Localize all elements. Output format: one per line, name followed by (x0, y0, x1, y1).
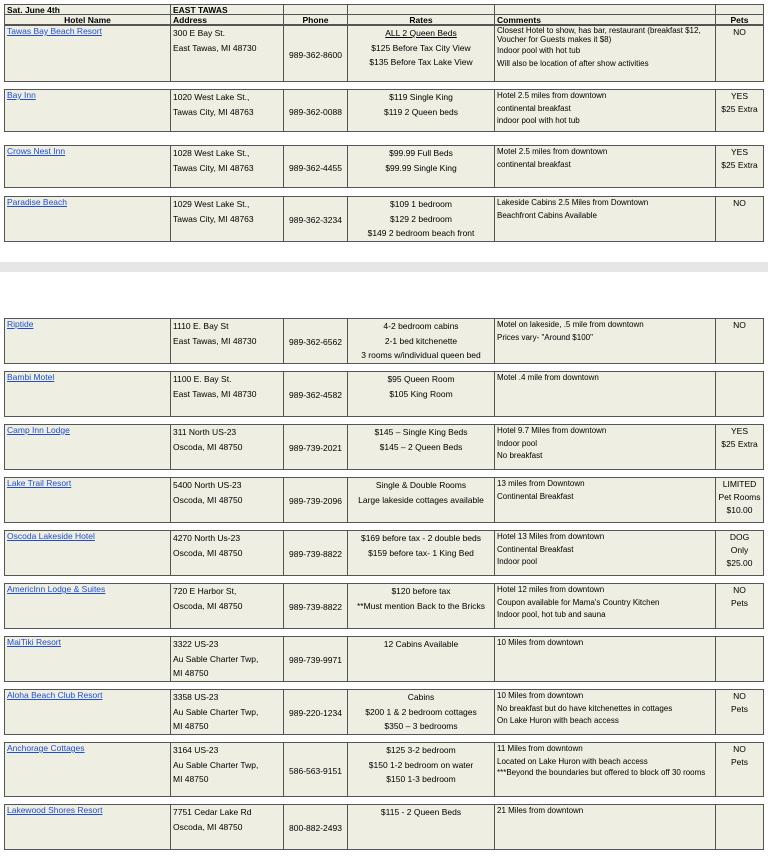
hotel-address-cell (170, 145, 284, 188)
hotel-comments-line: 11 Miles from downtown (497, 744, 583, 753)
hotel-phone-cell (283, 89, 348, 132)
hotel-row (5, 805, 764, 850)
hotel-pets-line: $25 Extra (721, 439, 758, 449)
hotel-pets-line: $25 Extra (721, 104, 758, 114)
hotel-comments-line: On Lake Huron with beach access (497, 716, 619, 725)
hotel-row (5, 637, 764, 682)
hotel-pets-line: NO (733, 691, 746, 701)
hotel-name-cell (4, 196, 171, 242)
hotel-address-line: Tawas City, MI 48763 (173, 106, 254, 117)
hotel-rates-cell (347, 477, 495, 523)
hotel-name-cell (4, 145, 171, 188)
hotel-name-cell (4, 804, 171, 850)
hotel-address-line: Oscoda, MI 48750 (173, 494, 243, 505)
hotel-address-cell (170, 424, 284, 470)
hotel-address-cell (170, 583, 284, 629)
hotel-comments-line: Indoor pool, hot tub and sauna (497, 610, 606, 619)
hotel-comments-line: Indoor pool (497, 438, 538, 448)
hotel-phone: 989-362-4582 (289, 390, 342, 400)
hotel-pets-cell (715, 196, 764, 242)
hotel-phone-cell (283, 371, 348, 417)
hotel-rates-line: $125 3-2 bedroom (386, 745, 456, 755)
hotel-row (5, 425, 764, 470)
hotel-rates-line: Single & Double Rooms (375, 480, 467, 490)
hotel-address-line: 3164 US-23 (173, 745, 219, 755)
hotel-comments-line: indoor pool with hot tub (497, 116, 580, 125)
hotel-name-cell (4, 689, 171, 735)
hotel-comments-line: Lakeside Cabins 2.5 Miles from Downtown (497, 198, 649, 207)
hotel-address-line: Au Sable Charter Twp, (173, 653, 259, 664)
hotel-address-line: Au Sable Charter Twp, (173, 759, 259, 770)
col-pets: Pets (715, 14, 764, 25)
hotel-pets-line: Pets (730, 598, 748, 608)
hotel-rates-cell (347, 89, 495, 132)
hotel-rates-line: $129 2 bedroom (390, 213, 452, 224)
col-hotel-name: Hotel Name (4, 14, 171, 25)
hotel-pets-line: NO (733, 198, 746, 208)
hotel-rates-line: $120 before tax (391, 586, 451, 596)
hotel-pets-cell (715, 25, 764, 82)
hotel-rates-line: 12 Cabins Available (383, 639, 459, 649)
hotel-pets-cell (715, 145, 764, 188)
hotel-rates-line: $159 before tax- 1 King Bed (368, 547, 474, 558)
hotel-name-link[interactable]: Riptide (7, 319, 34, 329)
hotel-pets-line: Pet Rooms (718, 492, 761, 502)
hotel-rates-cell (347, 804, 495, 850)
hotel-name-cell (4, 371, 171, 417)
hotel-rates-line: $169 before tax - 2 double beds (360, 533, 482, 543)
hotel-comments-line: Located on Lake Huron with beach access (497, 756, 648, 766)
hotel-rates-line: $119 Single King (389, 92, 453, 102)
hotel-comments-cell (494, 689, 716, 735)
hotel-phone: 989-739-2096 (289, 496, 342, 506)
hotel-phone-cell (283, 583, 348, 629)
page-break (0, 258, 768, 300)
hotel-phone-cell (283, 477, 348, 523)
hotel-pets-line: NO (733, 27, 746, 37)
hotel-comments-cell (494, 530, 716, 576)
hotel-address-line: Oscoda, MI 48750 (173, 600, 243, 611)
hotel-address-line: 1100 E. Bay St. (173, 374, 232, 384)
hotel-name-cell (4, 742, 171, 797)
hotel-rates-cell (347, 25, 495, 82)
hotel-address-line: 1020 West Lake St., (173, 92, 250, 102)
col-phone: Phone (283, 14, 348, 25)
hotel-phone-cell (283, 636, 348, 682)
hotel-address-line: 3358 US-23 (173, 692, 219, 702)
hotel-address-line: Au Sable Charter Twp, (173, 706, 259, 717)
hotel-comments-cell (494, 804, 716, 850)
hotel-phone-cell (283, 145, 348, 188)
hotel-comments-cell (494, 477, 716, 523)
hotel-rates-cell (347, 145, 495, 188)
hotel-pets-line: Only (730, 545, 749, 555)
hotel-phone-cell (283, 530, 348, 576)
hotel-address-cell (170, 196, 284, 242)
hotel-comments-cell (494, 424, 716, 470)
hotel-phone-cell (283, 196, 348, 242)
hotel-pets-cell (715, 583, 764, 629)
hotel-phone-cell (283, 25, 348, 82)
hotel-comments-cell (494, 145, 716, 188)
hotel-rates-line: $149 2 bedroom beach front (367, 228, 475, 238)
hotel-rates-line: $125 Before Tax City View (371, 42, 471, 53)
hotel-name-link[interactable]: AmericInn Lodge & Suites (7, 584, 106, 594)
hotel-phone: 989-739-2021 (289, 443, 342, 453)
hotel-comments-line: Hotel 2.5 miles from downtown (497, 91, 607, 100)
hotel-row (5, 531, 764, 576)
hotel-rates-line: $109 1 bedroom (390, 199, 452, 209)
hotel-address-cell (170, 25, 284, 82)
hotel-comments-line: Coupon available for Mama's Country Kitchen (497, 597, 660, 607)
hotel-rates-cell (347, 583, 495, 629)
hotel-rates-cell (347, 371, 495, 417)
hotel-row (5, 26, 764, 82)
hotel-comments-cell (494, 89, 716, 132)
hotel-rates-line: $145 – Single King Beds (374, 427, 468, 437)
hotel-name-cell (4, 89, 171, 132)
hotel-name-link[interactable]: Lakewood Shores Resort (7, 805, 103, 815)
area-label: EAST TAWAS (170, 4, 284, 15)
hotel-name-cell (4, 318, 171, 364)
hotel-name-link[interactable]: Bambi Motel (7, 372, 55, 382)
hotel-address-line: 1110 E. Bay St (173, 321, 229, 331)
hotel-name-link[interactable]: Aloha Beach Club Resort (7, 690, 103, 700)
hotel-name-link[interactable]: Oscoda Lakeside Hotel (7, 531, 95, 541)
hotel-rates-line: $200 1 & 2 bedroom cottages (365, 706, 477, 717)
hotel-comments-line: 10 Miles from downtown (497, 691, 584, 700)
hotel-pets-line: LIMITED (722, 479, 757, 489)
hotel-name-link[interactable]: Lake Trail Resort (7, 478, 72, 488)
hotel-rates-cell (347, 196, 495, 242)
hotel-rates-cell (347, 636, 495, 682)
hotel-address-cell (170, 689, 284, 735)
hotel-rates-line: $350 – 3 bedrooms (384, 721, 458, 731)
hotel-comments-cell (494, 636, 716, 682)
hotel-name-link[interactable]: Bay Inn (7, 90, 36, 100)
hotel-phone-cell (283, 742, 348, 797)
hotel-comments-line: Closest Hotel to show, has bar, restaurant (breakfast $12, Voucher for Guests makes it $8) (497, 26, 701, 44)
hotel-address-line: Oscoda, MI 48750 (173, 547, 243, 558)
hotel-phone: 586-563-9151 (289, 765, 342, 776)
hotel-phone: 989-739-8822 (289, 549, 342, 559)
hotel-row (5, 319, 764, 364)
hotel-row (5, 584, 764, 629)
hotel-phone-cell (283, 318, 348, 364)
hotel-phone: 989-220-1234 (289, 708, 342, 718)
hotel-comments-line: Continental Breakfast (497, 544, 574, 554)
hotel-pets-cell (715, 424, 764, 470)
hotel-rates-cell (347, 530, 495, 576)
hotel-name-cell (4, 636, 171, 682)
hotel-pets-line: $25.00 (726, 558, 753, 568)
hotel-address-line: Tawas City, MI 48763 (173, 213, 254, 224)
hotel-row (5, 743, 764, 797)
hotel-address-line: MI 48750 (173, 721, 209, 731)
hotel-address-line: 311 North US-23 (173, 427, 237, 437)
hotel-phone: 989-739-9971 (289, 655, 342, 665)
hotel-rates-line: $95 Queen Room (387, 374, 455, 384)
hotel-phone: 989-362-3234 (289, 215, 342, 225)
hotel-address-line: 3322 US-23 (173, 639, 219, 649)
hotel-address-line: 300 E Bay St. (173, 28, 225, 38)
hotel-row (5, 478, 764, 523)
hotel-address-line: MI 48750 (173, 668, 209, 678)
hotel-phone: 989-739-8822 (289, 602, 342, 612)
hotel-name-cell (4, 477, 171, 523)
hotel-comments-cell (494, 318, 716, 364)
hotel-phone: 800-882-2493 (289, 823, 342, 833)
hotel-address-line: Oscoda, MI 48750 (173, 821, 243, 832)
hotel-rates-line: Large lakeside cottages available (358, 494, 484, 505)
hotel-comments-cell (494, 25, 716, 82)
hotel-comments-cell (494, 583, 716, 629)
hotel-pets-line: YES (730, 147, 748, 157)
hotel-pets-line: $25 Extra (721, 160, 758, 170)
hotel-address-line: East Tawas, MI 48730 (173, 335, 257, 346)
hotel-name-cell (4, 424, 171, 470)
hotel-address-line: MI 48750 (173, 774, 209, 784)
hotel-comments-line: continental breakfast (497, 103, 571, 113)
hotel-name-link[interactable]: MaiTiki Resort (7, 637, 61, 647)
hotel-rates-cell (347, 742, 495, 797)
hotel-address-line: 1028 West Lake St., (173, 148, 250, 158)
hotel-pets-cell (715, 371, 764, 417)
hotel-phone: 989-362-6562 (289, 337, 342, 347)
hotel-rates-line: $105 King Room (389, 388, 453, 399)
hotel-row (5, 146, 764, 188)
hotel-pets-cell (715, 318, 764, 364)
hotel-row (5, 197, 764, 242)
hotel-address-cell (170, 477, 284, 523)
hotel-comments-line: Motel 2.5 miles from downtown (497, 147, 608, 156)
hotel-address-line: East Tawas, MI 48730 (173, 388, 257, 399)
hotel-pets-cell (715, 477, 764, 523)
hotel-rates-line: 4-2 bedroom cabins (383, 321, 459, 331)
hotel-comments-line: Hotel 12 miles from downtown (497, 585, 605, 594)
hotel-rates-line: $99.99 Single King (385, 162, 457, 173)
hotel-comments-line: Indoor pool with hot tub (497, 46, 581, 55)
hotel-pets-line: NO (733, 744, 746, 754)
hotel-rates-cell (347, 318, 495, 364)
hotel-address-line: East Tawas, MI 48730 (173, 42, 257, 53)
hotel-comments-line: 13 miles from Downtown (497, 479, 585, 488)
hotel-comments-cell (494, 742, 716, 797)
hotel-rates-line: ALL 2 Queen Beds (385, 28, 457, 38)
col-comments: Comments (494, 14, 716, 25)
hotel-rates-line: 3 rooms w/individual queen bed (361, 350, 481, 360)
hotel-rates-line: Cabins (407, 692, 435, 702)
hotel-address-line: Tawas City, MI 48763 (173, 162, 254, 173)
hotel-rates-line: $115 - 2 Queen Beds (380, 807, 462, 817)
hotel-pets-line: YES (730, 426, 748, 436)
hotel-pets-line: $10.00 (726, 505, 753, 515)
hotel-rates-cell (347, 424, 495, 470)
hotel-rates-line: $119 2 Queen beds (383, 106, 459, 117)
hotel-address-cell (170, 89, 284, 132)
hotel-rates-cell (347, 689, 495, 735)
hotel-pets-cell (715, 689, 764, 735)
hotel-row (5, 90, 764, 132)
hotel-pets-cell (715, 89, 764, 132)
hotel-phone: 989-362-8600 (289, 49, 342, 60)
hotel-name-link[interactable]: Camp Inn Lodge (7, 425, 70, 435)
hotel-address-line: 5400 North US-23 (173, 480, 242, 490)
hotel-comments-line: Hotel 13 Miles from downtown (497, 532, 605, 541)
hotel-comments-line: Hotel 9.7 Miles from downtown (497, 426, 607, 435)
hotel-name-cell (4, 530, 171, 576)
hotel-pets-cell (715, 636, 764, 682)
hotel-rates-line: $150 1-2 bedroom on water (368, 759, 474, 770)
hotel-address-line: 4270 North Us-23 (173, 533, 241, 543)
hotel-comments-line: Continental Breakfast (497, 491, 574, 501)
hotel-rates-line: $145 – 2 Queen Beds (379, 441, 463, 452)
hotel-rates-line: $135 Before Tax Lake View (369, 57, 473, 67)
hotel-address-cell (170, 371, 284, 417)
hotel-name-cell (4, 25, 171, 82)
hotel-comments-line: Beachfront Cabins Available (497, 210, 597, 220)
hotel-address-cell (170, 318, 284, 364)
hotel-pets-cell (715, 530, 764, 576)
hotel-name-link[interactable]: Tawas Bay Beach Resort (7, 26, 102, 36)
hotel-comments-line: No breakfast but do have kitchenettes in cottages (497, 703, 673, 713)
hotel-pets-line: Pets (730, 704, 748, 714)
hotel-pets-line: NO (733, 320, 746, 330)
hotel-address-cell (170, 530, 284, 576)
hotel-comments-line: Will also be location of after show activities (497, 58, 649, 68)
hotel-address-line: Oscoda, MI 48750 (173, 441, 243, 452)
hotel-pets-line: DOG (729, 532, 750, 542)
hotel-address-cell (170, 636, 284, 682)
table-header (5, 5, 764, 25)
hotel-pets-cell (715, 804, 764, 850)
hotel-name-link[interactable]: Crows Nest Inn (7, 146, 66, 156)
hotel-address-line: 720 E Harbor St, (173, 586, 237, 596)
hotel-comments-line: Motel on lakeside, .5 mile from downtown (497, 320, 644, 329)
hotel-phone-cell (283, 424, 348, 470)
hotel-comments-line: Prices vary- "Around $100" (497, 332, 593, 342)
hotel-name-cell (4, 583, 171, 629)
hotel-rates-line: **Must mention Back to the Bricks (356, 600, 486, 611)
hotel-comments-line: No breakfast (497, 451, 543, 460)
hotel-pets-line: Pets (730, 757, 748, 767)
col-rates: Rates (347, 14, 495, 25)
hotel-address-cell (170, 742, 284, 797)
hotel-phone: 989-362-4455 (289, 162, 342, 173)
hotel-comments-line: Motel .4 mile from downtown (497, 373, 599, 382)
hotel-row (5, 372, 764, 417)
hotel-address-line: 7751 Cedar Lake Rd (173, 807, 252, 817)
hotel-pets-line: NO (733, 585, 746, 595)
hotel-pets-line: YES (730, 91, 748, 101)
hotel-comments-cell (494, 196, 716, 242)
hotel-comments-cell (494, 371, 716, 417)
hotel-pets-cell (715, 742, 764, 797)
hotel-address-cell (170, 804, 284, 850)
hotel-rates-line: $150 1-3 bedroom (386, 774, 456, 784)
hotel-comments-line: Indoor pool (497, 557, 538, 566)
hotel-phone: 989-362-0088 (289, 106, 342, 117)
hotel-comments-line: 10 Miles from downtown (497, 638, 584, 647)
hotel-comments-line: continental breakfast (497, 159, 571, 169)
hotel-phone-cell (283, 804, 348, 850)
hotel-phone-cell (283, 689, 348, 735)
hotel-comments-line: 21 Miles from downtown (497, 806, 584, 815)
hotel-comments-line: ***Beyond the boundaries but offered to block off 30 rooms (497, 768, 706, 777)
hotel-name-link[interactable]: Anchorage Cottages (7, 743, 85, 753)
col-address: Address (170, 14, 284, 25)
hotel-row (5, 690, 764, 735)
hotel-address-line: 1029 West Lake St., (173, 199, 250, 209)
hotel-name-link[interactable]: Paradise Beach (7, 197, 68, 207)
hotel-rates-line: 2-1 bed kitchenette (384, 335, 458, 346)
hotel-rates-line: $99.99 Full Beds (389, 148, 453, 158)
date-label: Sat. June 4th (4, 4, 171, 15)
